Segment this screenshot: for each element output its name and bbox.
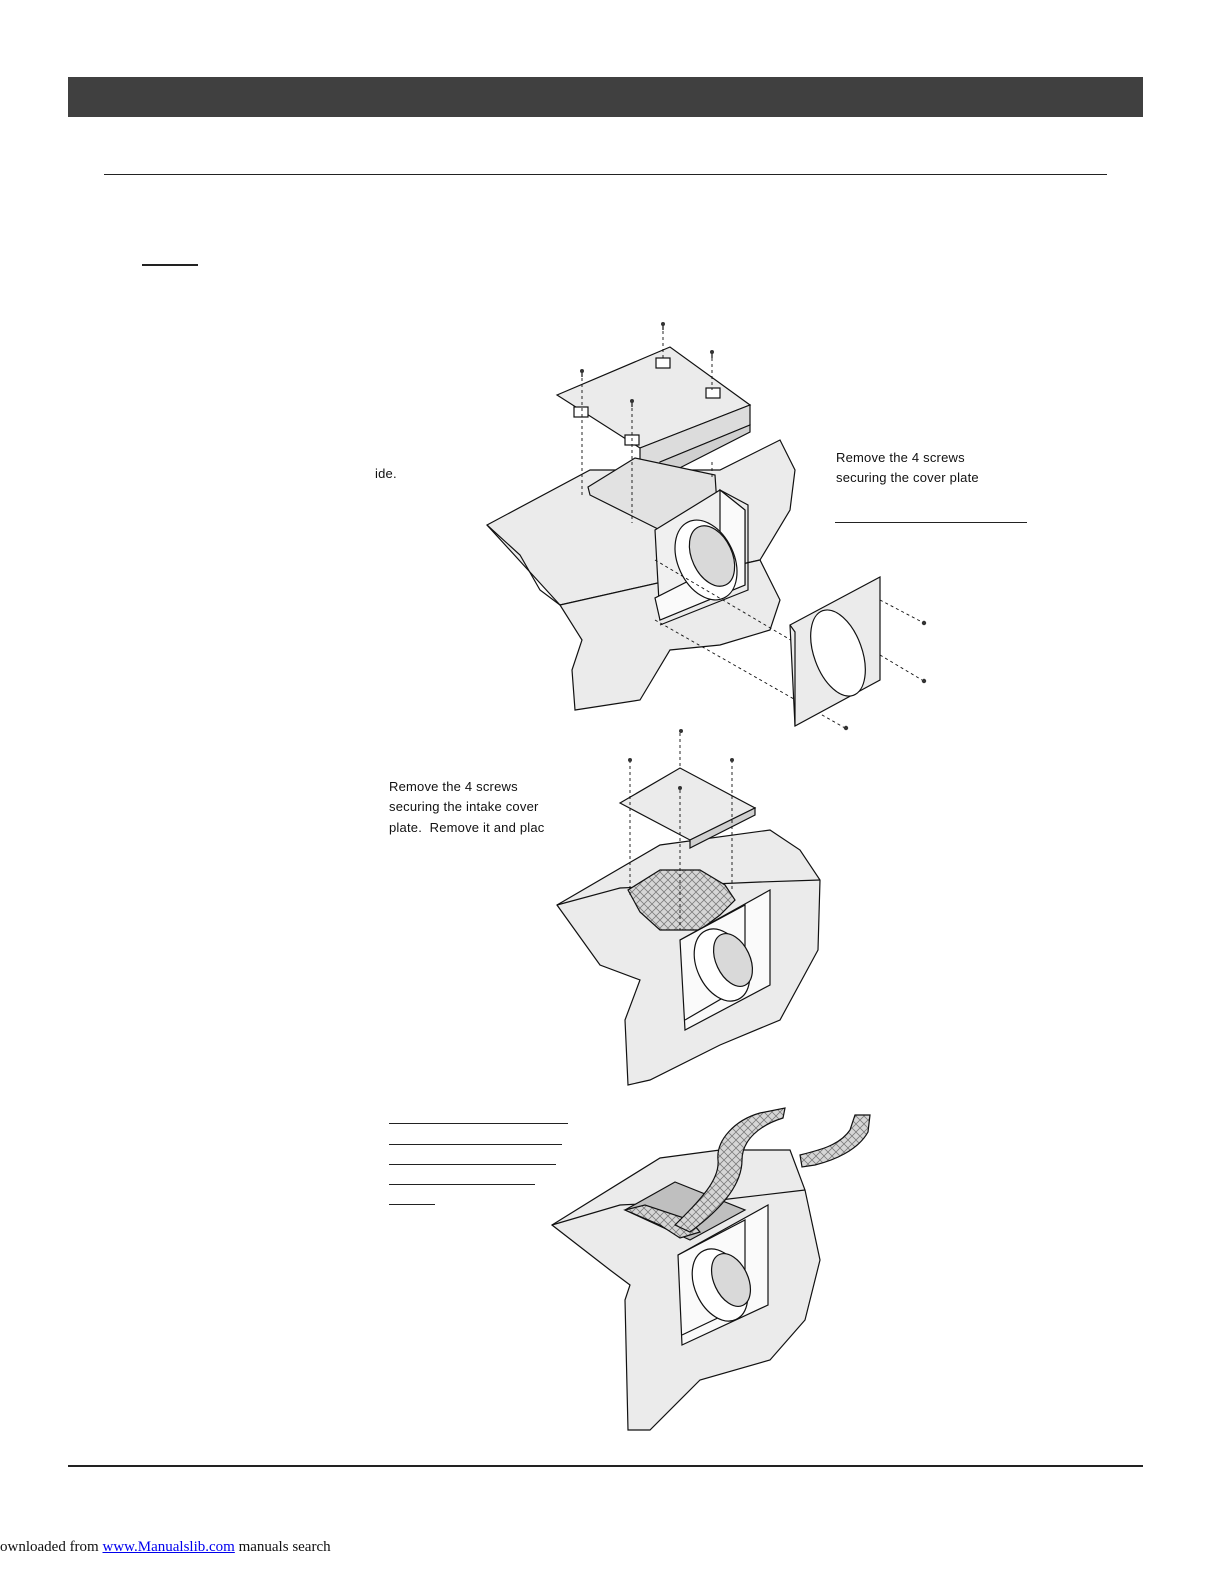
footer-suffix: manuals search — [234, 1539, 331, 1555]
step1-line-1: Remove the 4 screws — [836, 450, 965, 465]
step2-line-1: Remove the 4 screws — [389, 779, 518, 794]
step2-line-3: plate. Remove it and plac — [389, 820, 545, 835]
footer-text — [0, 1539, 331, 1556]
footer-prefix: ownloaded from — [0, 1539, 103, 1555]
step2-line-2: securing the intake cover — [389, 799, 539, 814]
step1-line-2: securing the cover plate — [836, 470, 979, 485]
figure-3-insulation — [552, 1108, 870, 1430]
text-fragment: ide. — [375, 466, 397, 481]
figure-1-cover-plate — [487, 322, 926, 730]
footer-rule — [68, 1465, 1143, 1467]
footer-link[interactable]: www.Manualslib.com — [102, 1539, 235, 1555]
figure-2-intake-cover — [557, 729, 820, 1085]
